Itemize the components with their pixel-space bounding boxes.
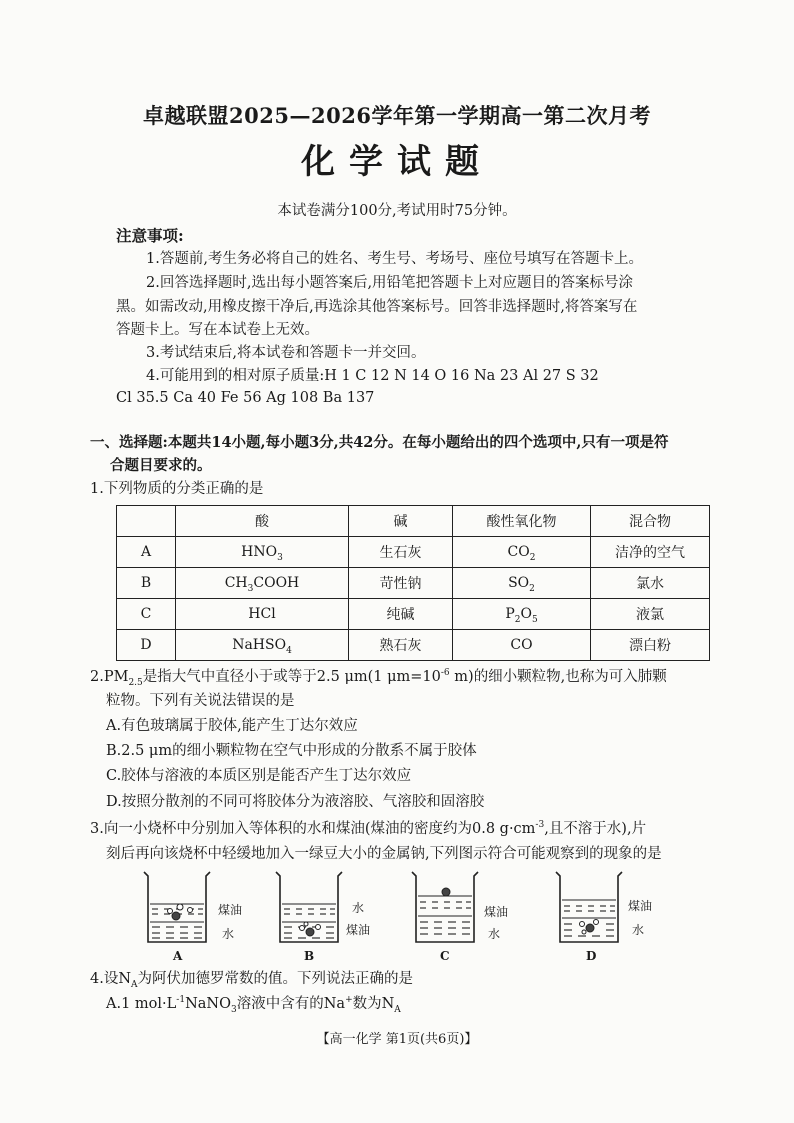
table-header: 酸性氧化物 [453,506,591,537]
acid-cell: $HNO_3$ [176,537,349,568]
beaker-a-water-label: 水 [222,927,235,941]
note-2a: 2.回答选择题时,选出每小题答案后,用铅笔把答题卡上对应题目的答案标号涂 [146,275,634,291]
table-header: 酸 [176,506,349,537]
q4-option-a: A.1 $mol\cdot L^{-1}NaNO_3$溶液中含有的Na+数为$N_A$ [106,995,401,1015]
note-3: 3.考试结束后,将本试卷和答题卡一并交回。 [146,345,426,361]
oxide-cell: $P_2O_5$ [453,599,591,630]
beaker-a-kerosene-label: 煤油 [218,903,243,917]
table-header [117,506,176,537]
beaker-c-kerosene-label: 煤油 [484,905,509,919]
oxide-cell: CO [453,630,591,661]
base-cell: 熟石灰 [349,630,453,661]
beaker-d-kerosene-label: 煤油 [628,899,653,913]
q1-stem: 1.下列物质的分类正确的是 [90,481,264,497]
beaker-a-label: A [173,949,183,963]
page-footer: 【高一化学 第1页(共6页)】 [316,1032,478,1047]
q2-option-b: B.2.5 μm的细小颗粒物在空气中形成的分散系不属于胶体 [106,743,477,759]
q2-stem-line1: $2.PM_{2.5}$是指大气中直径小于或等于2.5 μm(1 $\mu m=10^{-6}$ m)的细小颗粒物,也称为可入肺颗 [90,668,667,688]
table-header: 混合物 [591,506,710,537]
beaker-b-water-label: 水 [352,901,365,915]
table-header: 碱 [349,506,453,537]
exam-title: 卓越联盟2025—2026学年第一学期高一第二次月考 [143,103,651,128]
beaker-c-diagram [408,870,480,946]
row-label: B [117,568,176,599]
oxide-cell: $CO_2$ [453,537,591,568]
beaker-b-kerosene-label: 煤油 [346,923,371,937]
base-cell: 苛性钠 [349,568,453,599]
note-4b: Cl 35.5 Ca 40 Fe 56 Ag 108 Ba 137 [116,390,375,406]
row-label: C [117,599,176,630]
table-header-row [117,506,710,537]
beaker-d-diagram [552,870,624,946]
table-row [117,568,710,599]
beaker-d-label: D [586,949,597,963]
row-label: A [117,537,176,568]
table-row [117,537,710,568]
section1-line2: 合题目要求的。 [110,457,212,474]
q1-table [116,505,710,661]
q2-option-c: C.胶体与溶液的本质区别是能否产生丁达尔效应 [106,768,412,784]
oxide-cell: $SO_2$ [453,568,591,599]
acid-cell: NaHSO$_4$ [176,630,349,661]
exam-info: 本试卷满分100分,考试用时75分钟。 [277,203,517,219]
base-cell: 生石灰 [349,537,453,568]
table-row [117,599,710,630]
acid-cell: HCl [176,599,349,630]
beaker-a-diagram [140,870,212,946]
beaker-c-water-label: 水 [488,927,501,941]
beaker-b-label: B [304,949,315,963]
note-2b: 黑。如需改动,用橡皮擦干净后,再选涂其他答案标号。回答非选择题时,将答案写在 [116,299,638,315]
base-cell: 纯碱 [349,599,453,630]
notes-heading: 注意事项: [116,226,184,245]
q3-stem-line2: 刻后再向该烧杯中轻缓地加入一绿豆大小的金属钠,下列图示符合可能观察到的现象的是 [106,846,662,862]
mixture-cell: 洁净的空气 [591,537,710,568]
section1-line1: 一、选择题:本题共14小题,每小题3分,共42分。在每小题给出的四个选项中,只有一项是符 [90,434,669,451]
q4-stem: 4.设$N_A$为阿伏加德罗常数的值。下列说法正确的是 [90,971,414,990]
beaker-b-diagram [272,870,344,946]
note-1: 1.答题前,考生务必将自己的姓名、考生号、考场号、座位号填写在答题卡上。 [146,251,643,267]
note-2c: 答题卡上。写在本试卷上无效。 [116,322,319,338]
q2-option-a: A.有色玻璃属于胶体,能产生丁达尔效应 [106,718,358,734]
acid-cell: $CH_3COOH$ [176,568,349,599]
mixture-cell: 液氯 [591,599,710,630]
q3-stem-line1: 3.向一小烧杯中分别加入等体积的水和煤油(煤油的密度约为0.8 $g\cdot cm^{-3}$,且不溶于水),片 [90,820,647,837]
subject-title: 化学试题 [301,142,493,182]
row-label: D [117,630,176,661]
beaker-d-water-label: 水 [632,923,645,937]
note-4a: 4.可能用到的相对原子质量:H 1 C 12 N 14 O 16 Na 23 Al 27 S 32 [146,368,599,384]
beaker-c-label: C [440,949,450,963]
mixture-cell: 漂白粉 [591,630,710,661]
table-row [117,630,710,661]
mixture-cell: 氯水 [591,568,710,599]
q2-stem-line2: 粒物。下列有关说法错误的是 [106,693,295,709]
q2-option-d: D.按照分散剂的不同可将胶体分为液溶胶、气溶胶和固溶胶 [106,794,485,810]
